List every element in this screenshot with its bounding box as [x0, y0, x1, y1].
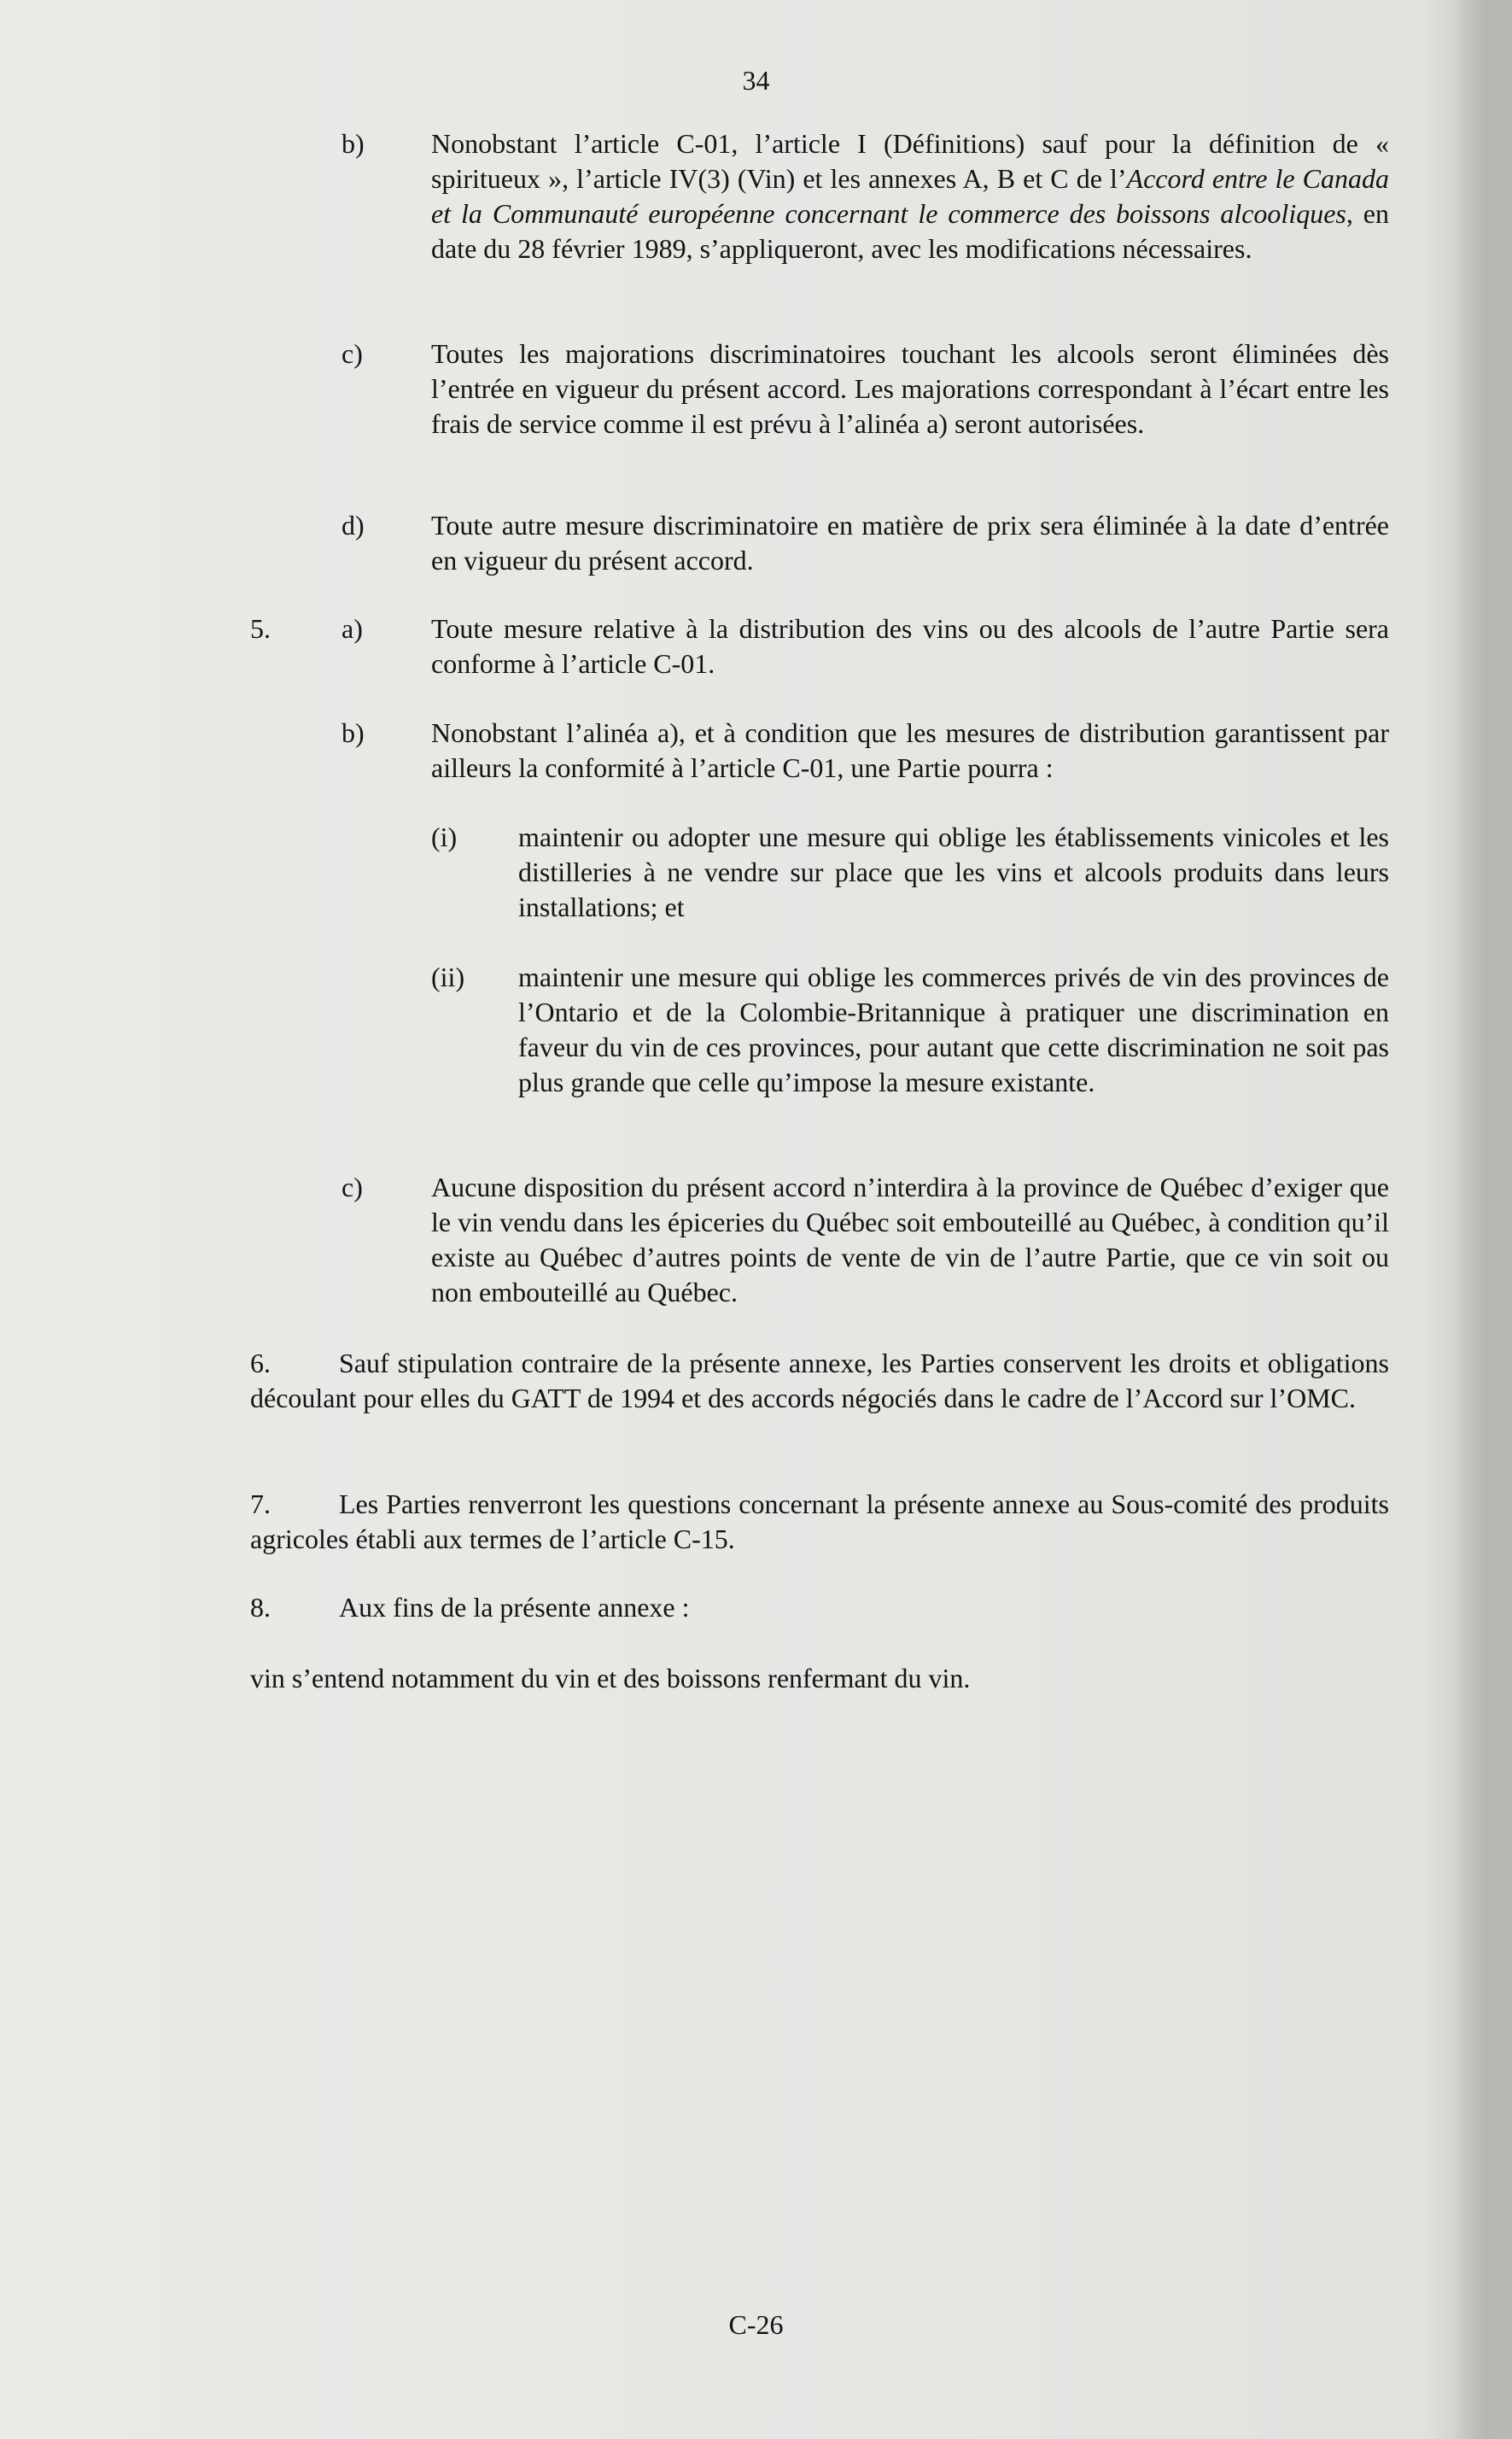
item-5b-ii-text: maintenir une mesure qui oblige les commerces privés de vin des provinces de l’Ontario et de la Colombie-Britannique à pratiquer une discrimination en faveur du vin de ces provinces, pour autant que cette discrimination ne soit pas plus grande que celle qu’impose la mesure existante. [518, 962, 1389, 1097]
page-number-bottom: C-26 [728, 2309, 784, 2340]
item-5a-label: a) [342, 613, 363, 644]
item-4b-text-pre: Nonobstant l’article C-01, l’article I (Définitions) sauf pour la définition de « spiritueux », l’article IV(3) (Vin) et les annexes A, B et C de l’ [431, 128, 1389, 194]
item-4c-text: Toutes les majorations discriminatoires touchant les alcools seront éliminées dès l’entrée en vigueur du présent accord. Les majorations correspondant à l’écart entre les frais de service comme il est prévu à l’alinéa a) seront autorisées. [431, 338, 1389, 439]
item-5b-i-label: (i) [431, 822, 458, 852]
item-5a-text: Toute mesure relative à la distribution des vins ou des alcools de l’autre Partie sera conforme à l’article C-01. [431, 613, 1389, 679]
item-4c-label: c) [342, 338, 363, 369]
item-5b-label: b) [342, 717, 365, 748]
item-4d-text: Toute autre mesure discriminatoire en matière de prix sera éliminée à la date d’entrée en vigueur du présent accord. [431, 510, 1389, 576]
section-8-number: 8. [250, 1592, 271, 1623]
section-6-number: 6. [250, 1348, 271, 1378]
definition-vin: vin s’entend notamment du vin et des boissons renfermant du vin. [250, 1663, 971, 1693]
binding-shadow [1451, 0, 1512, 2439]
item-4b-label: b) [342, 128, 365, 159]
item-4b-text [431, 126, 1389, 266]
section-8-text: Aux fins de la présente annexe : [339, 1592, 690, 1623]
item-4d-label: d) [342, 510, 365, 541]
section-7-text: Les Parties renverront les questions concernant la présente annexe au Sous-comité des produits agricoles établi aux termes de l’article C-15. [250, 1489, 1389, 1554]
item-5b-i-text: maintenir ou adopter une mesure qui oblige les établissements vinicoles et les distilleries à ne vendre sur place que les vins et alcools produits dans leurs installations; et [518, 822, 1389, 922]
item-4b-text-post: , en date du 28 février 1989, s’appliqueront, avec les modifications nécessaires. [431, 198, 1390, 264]
item-5c-label: c) [342, 1172, 363, 1202]
section-6-text: Sauf stipulation contraire de la présente annexe, les Parties conservent les droits et obligations découlant pour elles du GATT de 1994 et des accords négociés dans le cadre de l’Accord sur l’OMC. [250, 1348, 1389, 1413]
item-5b-text: Nonobstant l’alinéa a), et à condition que les mesures de distribution garantissent par ailleurs la conformité à l’article C-01, une Partie pourra : [431, 717, 1389, 783]
item-5b-ii-label: (ii) [431, 962, 465, 992]
item-5c-text: Aucune disposition du présent accord n’interdira à la province de Québec d’exiger que le vin vendu dans les épiceries du Québec soit embouteillé au Québec, à condition qu’il existe au Québec d’autres points de vente de vin de l’autre Partie, que ce vin soit ou non embouteillé au Québec. [431, 1172, 1389, 1307]
item-4b-text-italic: Accord entre le Canada et la Communauté européenne concernant le commerce des boissons alcooliques [431, 163, 1390, 229]
section-7-number: 7. [250, 1489, 271, 1519]
section-5-number: 5. [250, 613, 271, 644]
page-number-top: 34 [742, 65, 770, 96]
